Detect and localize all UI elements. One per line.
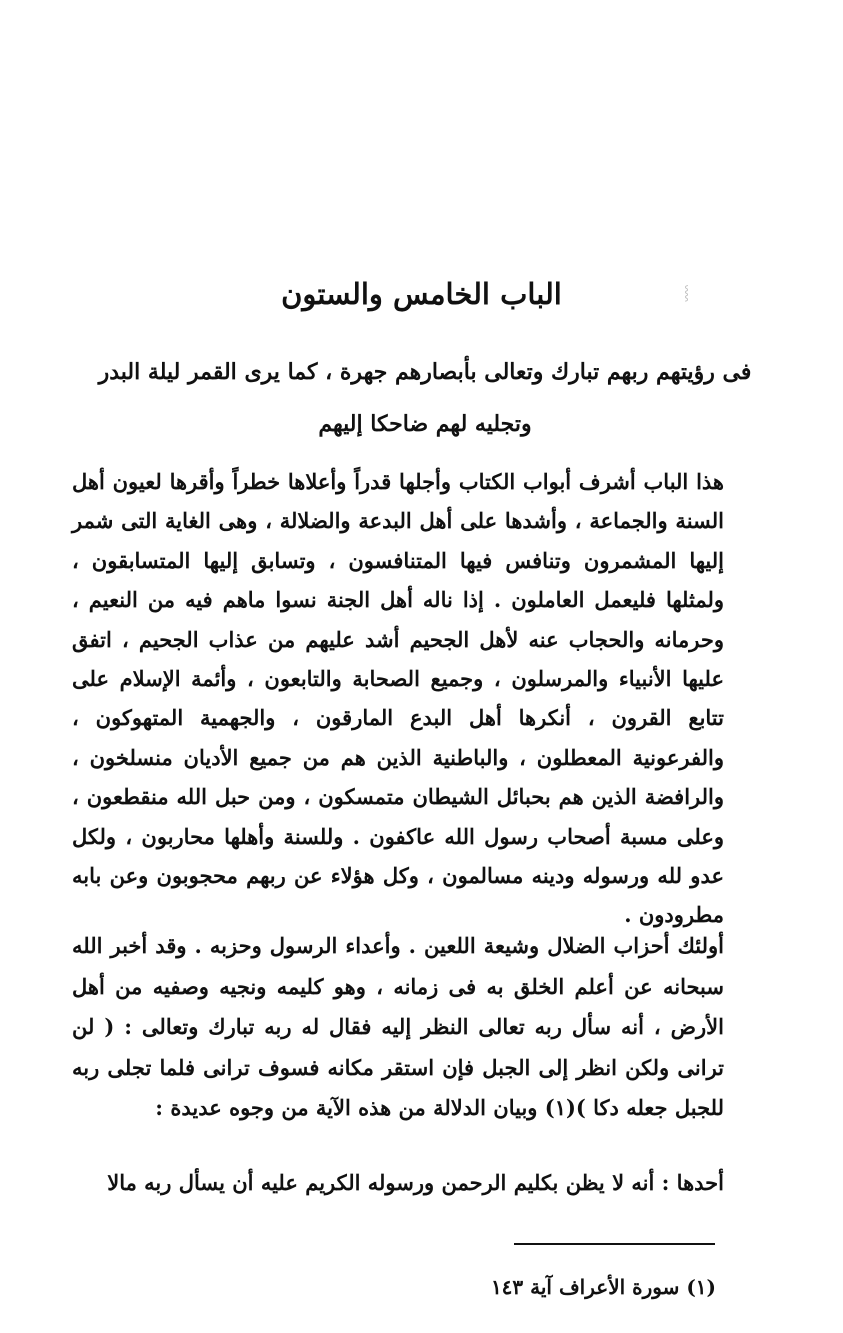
margin-mark: ⸾ (684, 285, 690, 301)
footnote-divider (514, 1243, 715, 1245)
paragraph-1: هذا الباب أشرف أبواب الكتاب وأجلها قدراً وأعلاها خطراً وأقرها لعيون أهل السنة والجماعة ، وأشدها على أهل البدعة والضلالة ، وهى الغاية التى شمر إليها المشمرون وتنافس فيها المتنافسون ، وتسابق إليها المتسابقون ، ولمثلها فليعمل العاملون . إذا ناله أهل الجنة نسوا ماهم فيه من النعيم ، وحرمانه والحجاب عنه لأهل الجحيم أشد عليهم من عذاب الجحيم ، اتفق عليها الأنبياء والمرسلون ، وجميع الصحابة والتابعون ، وأئمة الإسلام على تتابع القرون ، أنكرها أهل البدع المارقون ، والجهمية المتهوكون ، والفرعونية المعطلون ، والباطنية الذين هم من جميع الأديان منسلخون ، والرافضة الذين هم بحبائل الشيطان متمسكون ، ومن حبل الله منقطعون ، وعلى مسبة أصحاب رسول الله عاكفون . وللسنة وأهلها محاربون ، ولكل عدو لله ورسوله ودينه مسالمون ، وكل هؤلاء عن ربهم محجوبون وعن بابه مطرودون . (72, 469, 724, 928)
paragraph-3: أحدها : أنه لا يظن بكليم الرحمن ورسوله الكريم عليه أن يسأل ربه مالا (107, 1170, 724, 1195)
footnote: (١) سورة الأعراف آية ١٤٣ (490, 1275, 716, 1299)
paragraph-2: أولئك أحزاب الضلال وشيعة اللعين . وأعداء الرسول وحزبه . وقد أخبر الله سبحانه عن أعلم الخلق به فى زمانه ، وهو كليمه ونجيه وصفيه من أهل الأرض ، أنه سأل ربه تعالى النظر إليه فقال له ربه تبارك وتعالى : ( لن ترانى ولكن انظر إلى الجبل فإن استقر مكانه فسوف ترانى فلما تجلى ربه للجبل جعله دكا )(١) وبيان الدلالة من هذه الآية من وجوه عديدة : (72, 933, 724, 1121)
chapter-subtitle: فى رؤيتهم ربهم تبارك وتعالى بأبصارهم جهرة ، كما يرى القمر ليلة البدر وتجليه لهم ضاحكا إليهم (98, 359, 752, 437)
chapter-title: الباب الخامس والستون (281, 277, 562, 311)
